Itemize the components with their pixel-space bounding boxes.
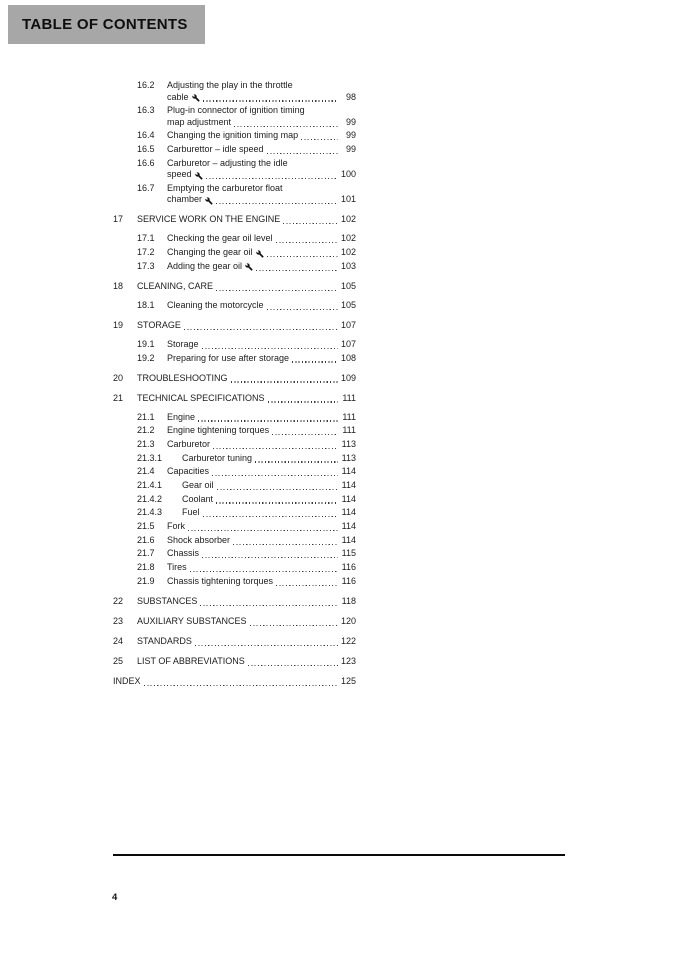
toc-entry-number: 21 — [113, 392, 124, 403]
toc-entry-number: 21.6 — [137, 534, 155, 545]
dot-leader — [216, 290, 338, 291]
wrench-icon — [245, 263, 253, 271]
toc-entry — [113, 676, 356, 688]
toc-entry-title: Fork — [167, 521, 185, 531]
toc-entry-title: Preparing for use after storage — [167, 352, 290, 363]
toc-entry-number: 17.2 — [137, 247, 155, 258]
toc-entry — [113, 466, 356, 478]
toc-entry-number: 25 — [113, 655, 124, 666]
dot-leader — [276, 242, 338, 243]
toc-entry-title: Gear oil — [182, 479, 214, 490]
toc-entry — [113, 339, 356, 351]
toc-entry-page: 114 — [341, 534, 356, 545]
toc-entry-number: 18.1 — [137, 299, 155, 310]
dot-leader — [212, 475, 338, 476]
dot-leader — [256, 270, 338, 271]
toc-entry — [113, 105, 356, 128]
dot-leader — [233, 544, 338, 545]
toc-entry-number: 21.4.2 — [137, 493, 163, 504]
toc-entry-title: Emptying the carburetor float — [167, 182, 283, 193]
toc-entry — [113, 247, 356, 259]
dot-leader — [292, 361, 338, 362]
page-header — [8, 5, 205, 44]
toc-entry-page: 99 — [345, 144, 356, 155]
toc-entry — [113, 80, 356, 103]
toc-entry-number: 16.3 — [137, 105, 155, 116]
toc-entry-title: Carburetor tuning — [182, 452, 253, 463]
toc-entry — [113, 656, 356, 668]
toc-entry-page: 100 — [340, 169, 356, 180]
toc-entry-title: Capacities — [167, 466, 210, 477]
toc-entry-title: Carburettor – idle speed — [167, 144, 264, 155]
dot-leader — [255, 461, 338, 462]
toc-entry — [113, 453, 356, 465]
toc-entry — [113, 576, 356, 588]
toc-entry-number: 19.1 — [137, 338, 155, 349]
toc-entry-page: 105 — [340, 280, 356, 291]
dot-leader — [144, 685, 338, 686]
toc-entry-page: 120 — [340, 615, 356, 626]
dot-leader — [203, 516, 338, 517]
toc-entry-title: STORAGE — [137, 319, 181, 330]
toc-entry-page: 113 — [341, 452, 356, 463]
toc-entry — [113, 373, 356, 385]
dot-leader — [267, 256, 338, 257]
toc-entry-number: 21.4.3 — [137, 507, 163, 518]
toc-entry-page: 114 — [341, 507, 356, 518]
toc-entry-title: Changing the gear oil — [167, 247, 253, 258]
toc-entry-page: 107 — [340, 338, 356, 349]
toc-entry-number: 16.7 — [137, 182, 155, 193]
dot-leader — [267, 153, 338, 154]
toc-list — [113, 80, 356, 695]
toc-entry-page: 116 — [341, 562, 356, 573]
toc-entry-page: 102 — [340, 214, 356, 225]
footer-rule — [113, 854, 565, 856]
toc-entry — [113, 535, 356, 547]
toc-entry-title: TROUBLESHOOTING — [137, 372, 228, 383]
toc-entry-title: speed — [167, 169, 192, 180]
toc-entry-page: 107 — [340, 319, 356, 330]
toc-entry-title: Engine tightening torques — [167, 425, 270, 436]
dot-leader — [188, 530, 338, 531]
dot-leader — [190, 571, 338, 572]
toc-entry-page: 123 — [340, 655, 356, 666]
dot-leader — [268, 401, 338, 402]
toc-entry-title: CLEANING, CARE — [137, 280, 214, 291]
toc-entry — [113, 183, 356, 206]
toc-entry-number: 16.2 — [137, 80, 155, 90]
toc-entry — [113, 144, 356, 156]
toc-entry-page: 99 — [345, 130, 356, 141]
toc-entry — [113, 636, 356, 648]
dot-leader — [234, 126, 338, 127]
dot-leader — [231, 381, 338, 382]
dot-leader — [198, 420, 338, 421]
toc-entry-title: Shock absorber — [167, 534, 231, 545]
toc-entry-page: 125 — [340, 675, 356, 686]
toc-entry — [113, 616, 356, 628]
toc-entry-number: 19.2 — [137, 352, 155, 363]
toc-entry-page: 102 — [340, 233, 356, 244]
toc-entry-page: 114 — [341, 479, 356, 490]
toc-entry — [113, 562, 356, 574]
toc-entry-number: 21.7 — [137, 548, 155, 559]
dot-leader — [248, 665, 338, 666]
toc-entry — [113, 300, 356, 312]
dot-leader — [213, 448, 338, 449]
toc-entry-number: 17.3 — [137, 260, 155, 271]
toc-entry — [113, 261, 356, 273]
page-title: TABLE OF CONTENTS — [22, 16, 188, 33]
dot-leader — [283, 223, 338, 224]
dot-leader — [250, 625, 338, 626]
toc-entry — [113, 494, 356, 506]
toc-entry — [113, 233, 356, 245]
toc-entry-number: 21.3.1 — [137, 452, 163, 463]
toc-entry — [113, 130, 356, 142]
toc-entry-title: Adding the gear oil — [167, 260, 243, 271]
toc-entry-number: 21.1 — [137, 411, 155, 422]
toc-entry-title: cable — [167, 91, 189, 102]
page-number: 4 — [112, 892, 118, 903]
toc-entry-title: SUBSTANCES — [137, 595, 198, 606]
toc-entry-title: Chassis — [167, 548, 200, 559]
dot-leader — [202, 348, 338, 349]
toc-entry-page: 113 — [341, 438, 356, 449]
toc-entry-page: 103 — [340, 260, 356, 271]
toc-entry-number: 22 — [113, 595, 124, 606]
toc-entry-page: 111 — [342, 425, 356, 436]
toc-entry-title: AUXILIARY SUBSTANCES — [137, 615, 247, 626]
toc-entry — [113, 480, 356, 492]
toc-entry — [113, 521, 356, 533]
toc-entry-title: Checking the gear oil level — [167, 233, 273, 244]
dot-leader — [217, 489, 338, 490]
toc-entry-title: Changing the ignition timing map — [167, 130, 299, 141]
wrench-icon — [205, 197, 213, 205]
toc-entry-number: 21.4.1 — [137, 479, 163, 490]
toc-entry-number: 24 — [113, 635, 124, 646]
wrench-icon — [256, 250, 264, 258]
toc-entry-page: 98 — [345, 91, 356, 102]
toc-entry-number: 21.3 — [137, 438, 155, 449]
toc-entry-number: 21.2 — [137, 425, 155, 436]
toc-entry-page: 111 — [342, 411, 356, 422]
toc-entry-page: 108 — [340, 352, 356, 363]
toc-entry-number: 21.5 — [137, 521, 155, 531]
toc-entry-title: Tires — [167, 562, 187, 573]
toc-entry — [113, 320, 356, 332]
toc-entry-page: 114 — [341, 466, 356, 477]
toc-entry-title: chamber — [167, 194, 203, 205]
dot-leader — [272, 434, 338, 435]
toc-entry-page: 109 — [340, 372, 356, 383]
toc-entry — [113, 353, 356, 365]
dot-leader — [200, 605, 338, 606]
toc-entry-page: 101 — [340, 194, 356, 205]
dot-leader — [202, 557, 338, 558]
toc-entry-title: Cleaning the motorcycle — [167, 299, 264, 310]
toc-entry-number: 16.6 — [137, 157, 155, 168]
dot-leader — [276, 585, 338, 586]
toc-entry-number: 18 — [113, 280, 124, 291]
toc-entry-number: 17.1 — [137, 233, 155, 244]
toc-entry-number: 21.4 — [137, 466, 155, 477]
toc-entry-title: Plug-in connector of ignition timing — [167, 105, 305, 116]
toc-entry-title: STANDARDS — [137, 635, 192, 646]
dot-leader — [203, 100, 338, 101]
wrench-icon — [195, 172, 203, 180]
toc-entry — [113, 507, 356, 519]
toc-entry — [113, 439, 356, 451]
dot-leader — [206, 178, 338, 179]
toc-entry-title: map adjustment — [167, 116, 232, 127]
toc-entry — [113, 214, 356, 226]
toc-entry-page: 105 — [340, 299, 356, 310]
toc-entry-page: 99 — [345, 116, 356, 127]
toc-entry-page: 111 — [342, 392, 356, 403]
toc-entry-page: 118 — [341, 595, 356, 606]
toc-entry — [113, 425, 356, 437]
toc-entry — [113, 596, 356, 608]
dot-leader — [184, 329, 338, 330]
toc-entry-title: Engine — [167, 411, 196, 422]
toc-entry-title: Carburetor – adjusting the idle — [167, 157, 288, 168]
toc-entry-number: 16.5 — [137, 144, 155, 155]
toc-entry-page: 116 — [341, 575, 356, 586]
toc-entry-number: 20 — [113, 372, 124, 383]
toc-entry-number: 19 — [113, 319, 124, 330]
toc-entry-page: 102 — [340, 247, 356, 258]
toc-entry-title: INDEX — [113, 675, 141, 686]
toc-entry-title: Carburetor — [167, 438, 211, 449]
toc-entry-number: 17 — [113, 214, 124, 225]
dot-leader — [267, 309, 338, 310]
toc-entry — [113, 548, 356, 560]
toc-entry — [113, 158, 356, 181]
toc-entry-title: Chassis tightening torques — [167, 575, 274, 586]
toc-entry-title: LIST OF ABBREVIATIONS — [137, 655, 245, 666]
toc-entry — [113, 281, 356, 293]
dot-leader — [195, 645, 338, 646]
toc-entry — [113, 412, 356, 424]
toc-entry-number: 23 — [113, 615, 124, 626]
toc-entry-title: TECHNICAL SPECIFICATIONS — [137, 392, 265, 403]
toc-entry-number: 21.9 — [137, 575, 155, 586]
toc-entry-page: 122 — [340, 635, 356, 646]
dot-leader — [216, 203, 338, 204]
toc-entry-page: 114 — [341, 521, 356, 531]
wrench-icon — [192, 94, 200, 102]
dot-leader — [301, 139, 338, 140]
toc-entry-number: 16.4 — [137, 130, 155, 141]
toc-entry-title: Fuel — [182, 507, 200, 518]
dot-leader — [216, 502, 338, 503]
toc-entry-number: 21.8 — [137, 562, 155, 573]
toc-entry-title: Storage — [167, 338, 199, 349]
toc-entry-title: SERVICE WORK ON THE ENGINE — [137, 214, 281, 225]
toc-entry-title: Coolant — [182, 493, 214, 504]
toc-entry-page: 114 — [341, 493, 356, 504]
toc-entry-title: Adjusting the play in the throttle — [167, 80, 293, 90]
toc-entry — [113, 393, 356, 405]
toc-entry-page: 115 — [341, 548, 356, 559]
